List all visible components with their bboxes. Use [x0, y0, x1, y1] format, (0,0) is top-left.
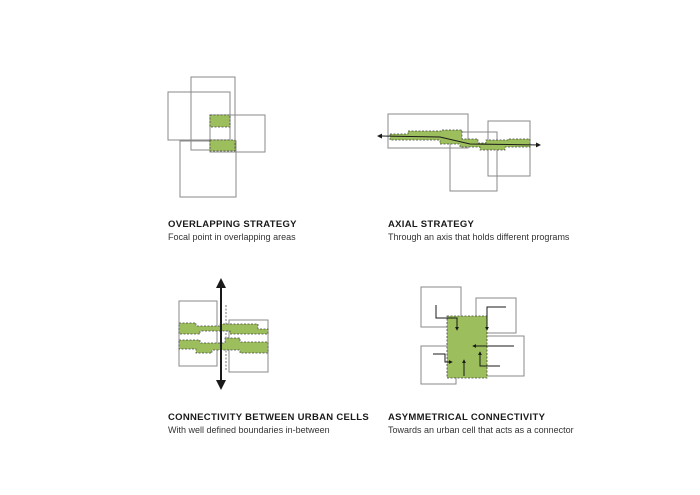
diagram-subtitle: Focal point in overlapping areas	[168, 232, 296, 242]
axial-strategy-diagram	[378, 114, 540, 191]
caption-overlapping	[168, 219, 408, 243]
diagram-subtitle: Through an axis that holds different programs	[388, 232, 570, 242]
caption-axial	[388, 219, 648, 243]
connector-cell	[447, 316, 487, 378]
axial-program-band	[390, 130, 530, 150]
diagram-subtitle: With well defined boundaries in-between	[168, 425, 330, 435]
overlap-zone	[210, 115, 230, 127]
caption-connectivity	[168, 412, 378, 436]
overlapping-strategy-diagram	[168, 77, 265, 197]
cell-box	[191, 77, 235, 150]
diagram-title: ASYMMETRICAL CONNECTIVITY	[388, 412, 546, 423]
caption-asymmetrical	[388, 412, 648, 436]
cell-box	[486, 336, 524, 376]
connector-band	[179, 338, 268, 353]
overlap-zone	[210, 140, 235, 151]
flow-arrow	[487, 307, 506, 330]
connector-band	[179, 323, 268, 334]
diagram-title: AXIAL STRATEGY	[388, 219, 475, 230]
connectivity-diagram	[179, 280, 268, 388]
asymmetrical-connectivity-diagram	[421, 287, 524, 384]
diagram-title: CONNECTIVITY BETWEEN URBAN CELLS	[168, 412, 370, 423]
diagram-title: OVERLAPPING STRATEGY	[168, 219, 297, 230]
diagram-subtitle: Towards an urban cell that acts as a connector	[388, 425, 574, 435]
